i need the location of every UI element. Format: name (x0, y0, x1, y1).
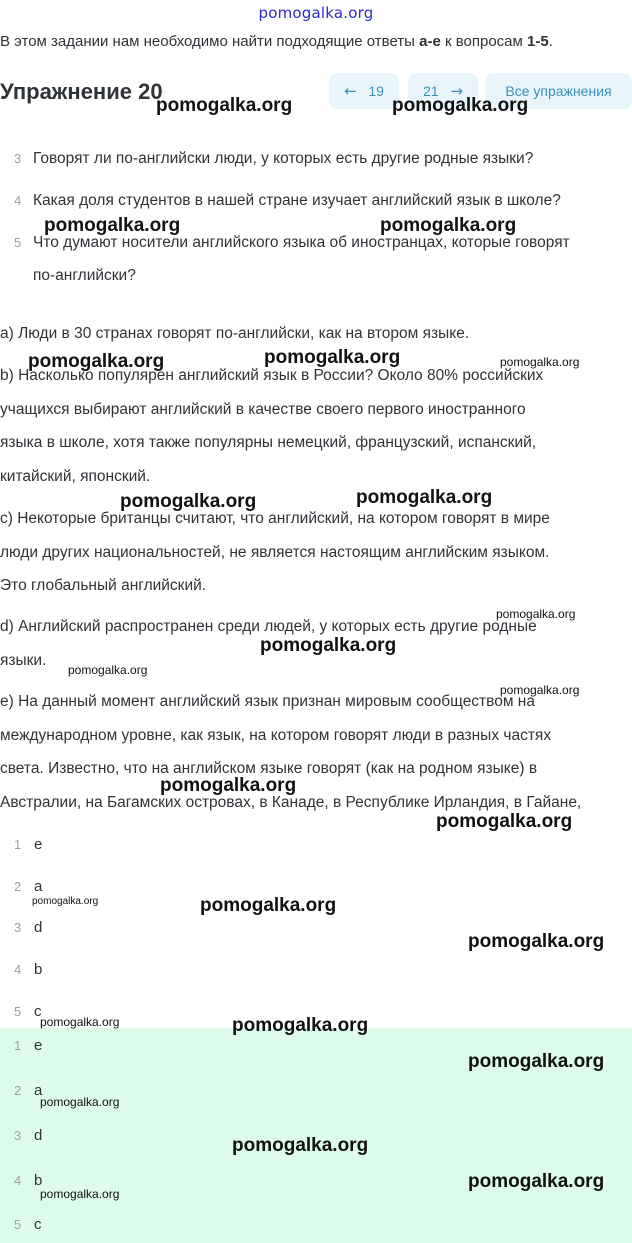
watermark: pomogalka.org (232, 1135, 369, 1156)
answer-value: e (34, 836, 43, 853)
answer-number: 3 (14, 920, 22, 935)
answer-value: d (34, 1127, 43, 1144)
answer-value: b (34, 1172, 43, 1189)
answer-row (0, 830, 632, 860)
site-logo[interactable]: pomogalka.org (258, 4, 374, 22)
answer-number: 1 (14, 837, 22, 852)
answer-number: 2 (14, 879, 22, 894)
watermark: pomogalka.org (156, 95, 293, 116)
answer-value: c (34, 1216, 42, 1233)
watermark: pomogalka.org (500, 355, 580, 369)
watermark: pomogalka.org (500, 683, 580, 697)
answer-value: e (34, 1037, 43, 1054)
answer-number: 2 (14, 1083, 22, 1098)
exercise-title: Упражнение 20 (0, 79, 163, 104)
watermark: pomogalka.org (496, 607, 576, 621)
watermark: pomogalka.org (160, 775, 297, 796)
passage-c: c) Некоторые британцы считают, что английский, на котором говорят в мире люди других национальностей, не является настоящим английским языком. Это глобальный английский. (0, 510, 550, 594)
watermark: pomogalka.org (28, 351, 165, 372)
watermark: pomogalka.org (40, 1095, 120, 1109)
answer-value: b (34, 961, 43, 978)
arrow-right-icon: → (450, 82, 463, 100)
answer-number: 5 (14, 1217, 22, 1232)
prev-exercise-button[interactable] (329, 73, 399, 109)
watermark: pomogalka.org (200, 895, 337, 916)
passage-a: a) Люди в 30 странах говорят по-английски, как на втором языке. (0, 325, 470, 342)
arrow-left-icon: ← (344, 82, 357, 100)
site-header (0, 0, 632, 26)
answer-number: 1 (14, 1038, 22, 1053)
answer-number: 4 (14, 962, 22, 977)
question-text-cont: по-английски? (33, 267, 136, 284)
answer-number: 4 (14, 1173, 22, 1188)
all-exercises-label: Все упражнения (505, 83, 612, 99)
question-number: 4 (14, 193, 22, 208)
answer-row (0, 955, 632, 985)
answer-number: 3 (14, 1128, 22, 1143)
content-fade (0, 118, 632, 132)
watermark: pomogalka.org (468, 1051, 605, 1072)
answer-number: 5 (14, 1004, 22, 1019)
question-number: 5 (14, 235, 22, 250)
watermark: pomogalka.org (380, 215, 517, 236)
passage-b: b) Насколько популярен английский язык в России? Около 80% российских учащихся выбирают английский в качестве своего первого иностранного языка в школе, хотя также популярны немецкий, французский, испанский, китайский, японский. (0, 367, 544, 485)
passage-d: d) Английский распространен среди людей, у которых есть другие родные языки. (0, 618, 537, 669)
watermark: pomogalka.org (232, 1015, 369, 1036)
watermark: pomogalka.org (468, 1171, 605, 1192)
task-intro: В этом задании нам необходимо найти подходящие ответы a-e к вопросам 1-5. (0, 33, 553, 50)
watermark: pomogalka.org (260, 635, 397, 656)
watermark: pomogalka.org (68, 663, 148, 677)
highlighted-answer-row (0, 1210, 632, 1240)
watermark: pomogalka.org (32, 896, 99, 907)
question-item (0, 184, 632, 217)
passage-e: e) На данный момент английский язык признан мировым сообществом на международном уровне, как язык, на котором говорят люди в разных частях света. Известно, что на английском языке говорят (как на родном языке) в Австралии, на Багамских островах, в Канаде, в Республике Ирландия, в Гайане, (0, 693, 582, 811)
answer-value: a (34, 878, 43, 895)
question-number: 3 (14, 151, 22, 166)
watermark: pomogalka.org (436, 811, 573, 832)
question-text: Говорят ли по-английски люди, у которых есть другие родные языки? (33, 150, 534, 167)
answer-value: d (34, 919, 43, 936)
watermark: pomogalka.org (120, 491, 257, 512)
question-text: Что думают носители английского языка об иностранцах, которые говорят (33, 234, 570, 251)
watermark: pomogalka.org (40, 1015, 120, 1029)
watermark: pomogalka.org (264, 347, 401, 368)
question-item (0, 142, 632, 175)
watermark: pomogalka.org (40, 1187, 120, 1201)
question-text: Какая доля студентов в нашей стране изучает английский язык в школе? (33, 192, 561, 209)
watermark: pomogalka.org (356, 487, 493, 508)
prev-exercise-label: 19 (368, 83, 384, 99)
watermark: pomogalka.org (468, 931, 605, 952)
next-exercise-label: 21 (423, 83, 439, 99)
answer-value: a (34, 1082, 43, 1099)
answer-value: c (34, 1003, 42, 1020)
watermark: pomogalka.org (392, 95, 529, 116)
watermark: pomogalka.org (44, 215, 181, 236)
